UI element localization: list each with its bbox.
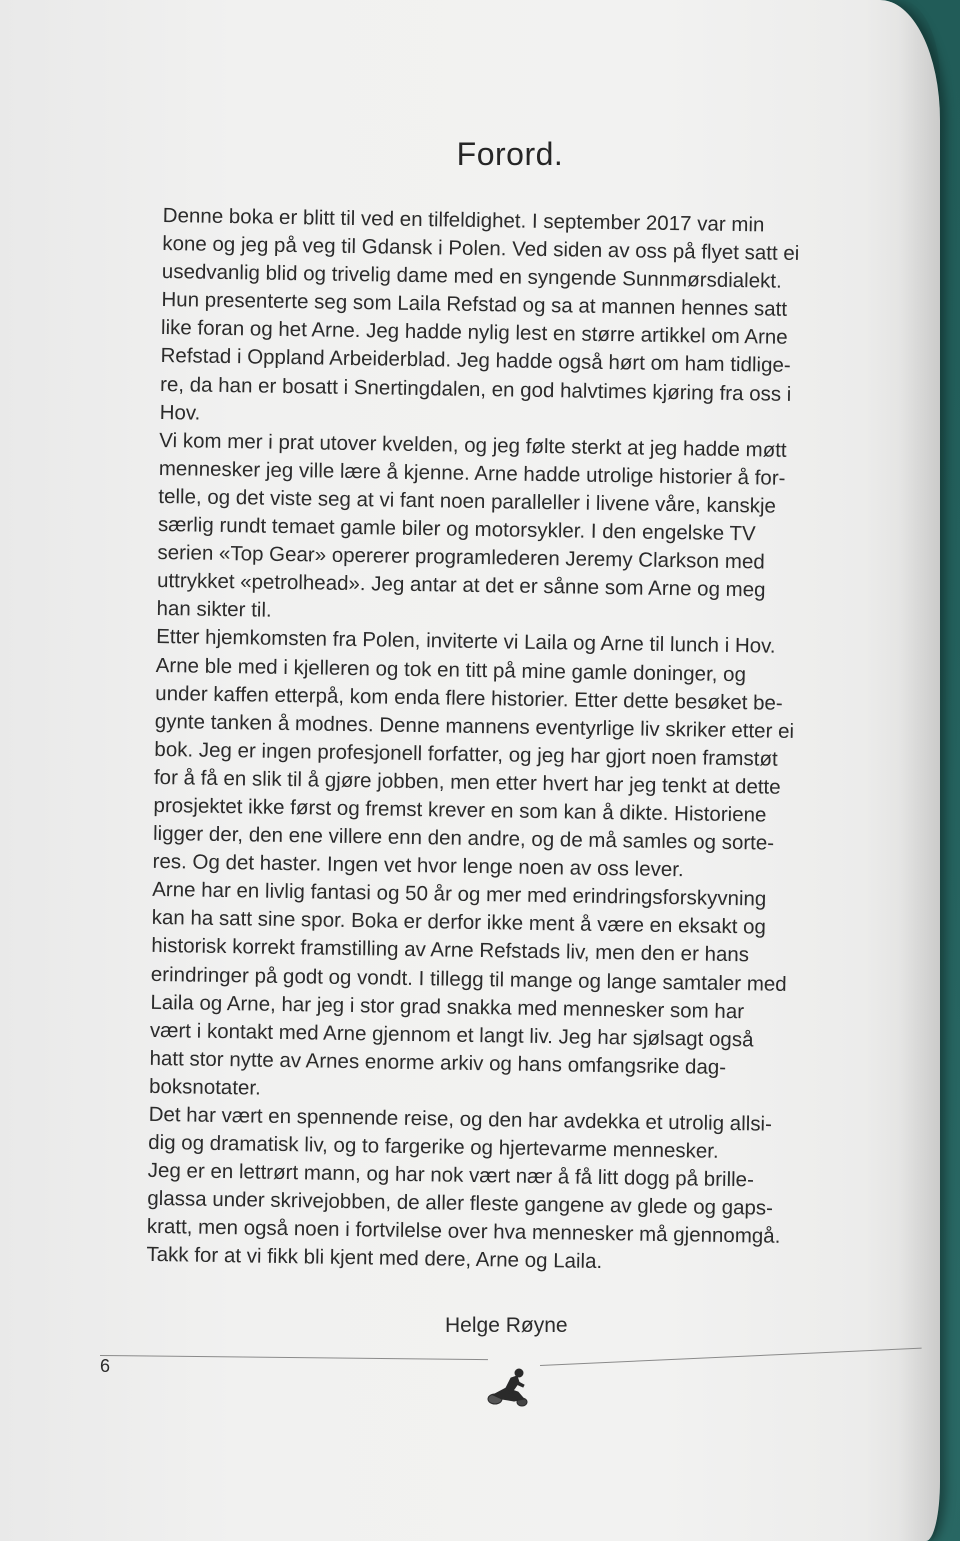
text-line: for å få en slik til å gjøre jobben, men etter hvert har jeg tenkt at dette bbox=[153, 765, 781, 799]
text-line: Arne har en livlig fantasi og 50 år og mer med erindringsforskyvning bbox=[152, 878, 767, 911]
text-line: like foran og het Arne. Jeg hadde nylig lest en større artikkel om Arne bbox=[160, 316, 788, 350]
author-signature: Helge Røyne bbox=[445, 1314, 568, 1337]
text-line: mennesker jeg ville lære å kjenne. Arne hadde utrolige historier å for- bbox=[158, 456, 786, 490]
text-line: kan ha satt sine spor. Boka er derfor ikke ment å være en eksakt og bbox=[151, 906, 767, 939]
text-line: Hun presenterte seg som Laila Refstad og sa at mannen hennes satt bbox=[161, 288, 788, 322]
text-line: boksnotater. bbox=[148, 1074, 261, 1100]
page-title: Forord. bbox=[456, 136, 564, 172]
text-line: hatt stor nytte av Arnes enorme arkiv og hans omfangsrike dag- bbox=[149, 1046, 727, 1079]
text-line: dig og dramatisk liv, og to fargerike og hjertevarme mennesker. bbox=[148, 1130, 719, 1163]
text-line: erindringer på godt og vondt. I tillegg til mange og lange samtaler med bbox=[150, 962, 787, 996]
text-line: prosjektet ikke først og fremst krever en som kan å dikte. Historiene bbox=[153, 793, 767, 827]
motorcycle-rider-icon bbox=[484, 1366, 536, 1410]
page-number: 6 bbox=[100, 1356, 111, 1376]
text-line: kratt, men også noen i fortvilelse over hva mennesker må gjennomgå. bbox=[146, 1215, 781, 1249]
text-line: kone og jeg på veg til Gdansk i Polen. Ved siden av oss på flyet satt ei bbox=[162, 232, 800, 266]
text-line: Denne boka er blitt til ved en tilfeldighet. I september 2017 var min bbox=[162, 203, 765, 237]
foreword-text bbox=[146, 202, 863, 1280]
text-line: han sikter til. bbox=[156, 597, 272, 623]
text-line: Refstad i Oppland Arbeiderblad. Jeg hadde også hørt om ham tidlige- bbox=[160, 344, 791, 378]
page-curl-shadow bbox=[900, 0, 940, 1541]
text-line: telle, og det viste seg at vi fant noen paralleller i livene våre, kanskje bbox=[158, 484, 777, 518]
text-line: historisk korrekt framstilling av Arne Refstads liv, men den er hans bbox=[151, 934, 750, 967]
text-line: Arne ble med i kjelleren og tok en titt på mine gamle doninger, og bbox=[155, 653, 747, 686]
text-line: Laila og Arne, har jeg i stor grad snakka med mennesker som har bbox=[150, 990, 745, 1023]
text-line: særlig rundt temaet gamle biler og motorsykler. I den engelske TV bbox=[157, 512, 756, 546]
footer-rule-right bbox=[540, 1348, 922, 1366]
text-line: glassa under skrivejobben, de aller fleste gangene av glede og gaps- bbox=[147, 1187, 774, 1220]
text-line: vært i kontakt med Arne gjennom et langt liv. Jeg har sjølsagt også bbox=[149, 1018, 754, 1052]
text-line: Det har vært en spennende reise, og den har avdekka et utrolig allsi- bbox=[148, 1102, 773, 1136]
text-line: Etter hjemkomsten fra Polen, inviterte vi Laila og Arne til lunch i Hov. bbox=[155, 625, 776, 659]
text-line: serien «Top Gear» opererer programlederen Jeremy Clarkson med bbox=[157, 541, 765, 574]
text-line: re, da han er bosatt i Snertingdalen, en god halvtimes kjøring fra oss i bbox=[159, 372, 792, 406]
text-line: gynte tanken å modnes. Denne mannens eventyrlige liv skriker etter ei bbox=[154, 709, 795, 743]
text-line: uttrykket «petrolhead». Jeg antar at det er sånne som Arne og meg bbox=[156, 569, 766, 602]
text-line: under kaffen etterpå, kom enda flere historier. Etter dette besøket be- bbox=[155, 681, 783, 715]
text-line: Vi kom mer i prat utover kvelden, og jeg følte sterkt at jeg hadde møtt bbox=[159, 428, 787, 462]
text-line: ligger der, den ene villere enn den andre, og de må samles og sorte- bbox=[152, 821, 775, 855]
text-line: usedvanlig blid og trivelig dame med en syngende Sunnmørsdialekt. bbox=[161, 260, 782, 293]
text-line: res. Og det haster. Ingen vet hvor lenge noen av oss lever. bbox=[152, 850, 684, 882]
footer-rule-left bbox=[100, 1355, 488, 1360]
text-line: bok. Jeg er ingen profesjonell forfatter, og jeg har gjort noen framstøt bbox=[154, 737, 778, 771]
text-line: Jeg er en lettrørt mann, og har nok vært nær å få litt dogg på brille- bbox=[147, 1159, 755, 1192]
text-line: Takk for at vi fikk bli kjent med dere, Arne og Laila. bbox=[146, 1243, 603, 1274]
text-line: Hov. bbox=[159, 400, 201, 425]
